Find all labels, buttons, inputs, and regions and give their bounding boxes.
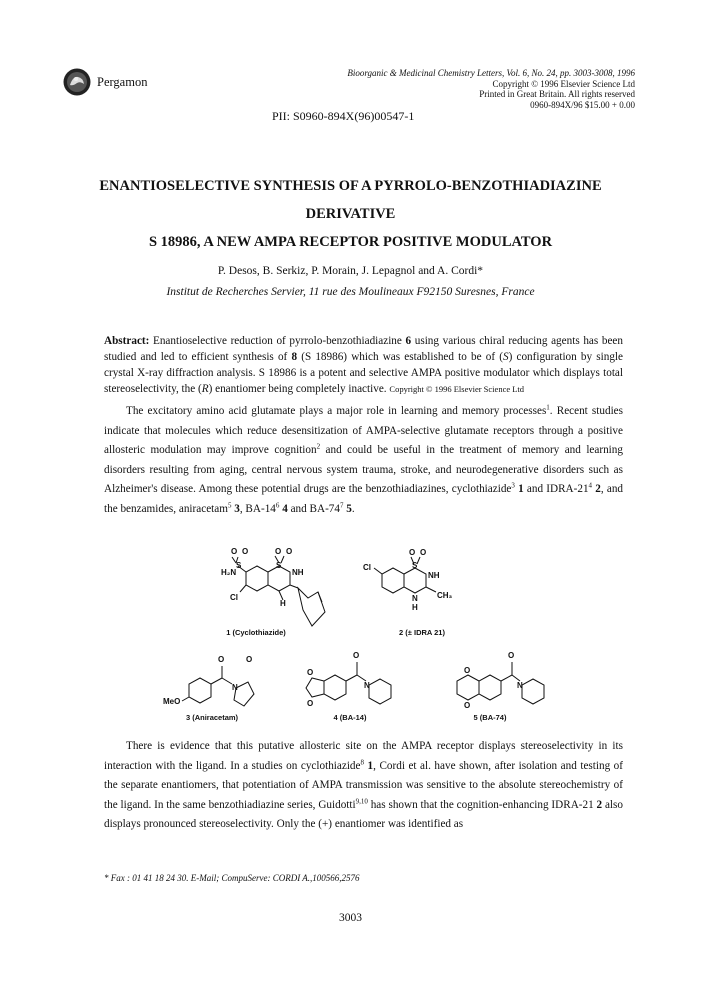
compound-ref: 5 <box>343 502 352 515</box>
reference-marker: 6 <box>275 500 280 509</box>
reference-marker: 5 <box>227 500 232 509</box>
body-text: also displays pronounced stereoselectivity. Only the (+) enantiomer was identified as <box>104 798 623 830</box>
reference-marker: 1 <box>546 403 550 412</box>
title-line-2: DERIVATIVE <box>305 206 396 222</box>
body-text: has shown that the cognition-enhancing IDRA-21 <box>367 798 597 811</box>
copyright-line: Copyright © 1996 Elsevier Science Ltd <box>492 78 635 89</box>
atom-label: S <box>276 561 282 570</box>
pergamon-logo-icon <box>63 68 91 96</box>
atom-label: S <box>412 561 418 570</box>
atom-label: O <box>275 547 282 556</box>
compound-ref: 3 <box>231 502 240 515</box>
atom-label: O <box>307 699 314 708</box>
atom-label: NH <box>292 568 304 577</box>
body-paragraph-1 <box>104 402 623 519</box>
atom-label: Cl <box>363 563 371 572</box>
compound-ref: 1 <box>364 759 374 772</box>
atom-label: O <box>353 651 360 660</box>
atom-label: CH₃ <box>437 591 453 600</box>
atom-label: O <box>242 547 249 556</box>
paper-title <box>40 172 661 256</box>
price-line: 0960-894X/96 $15.00 + 0.00 <box>530 99 635 110</box>
stereo-descriptor: R <box>201 383 209 395</box>
atom-label: N <box>517 681 523 690</box>
abstract-text: ) configuration by single crystal X-ray diffraction analysis. S 18986 is a potent and selective AMPA positive modulator which displays total stereoselectivity, the ( <box>104 351 623 395</box>
page-number: 3003 <box>339 912 362 924</box>
footnote: * Fax : 01 41 18 24 30. E-Mail; CompuServe: CORDI A.,100566,2576 <box>104 873 360 883</box>
atom-label: O <box>231 547 238 556</box>
abstract-text: (S 18986) which was established to be of ( <box>297 351 503 363</box>
body-text: There is evidence that this putative allosteric site on the AMPA receptor displays stereoselectivity in its interaction with the ligand. In a studies on cyclothiazide <box>104 740 623 772</box>
atom-label: NH <box>428 571 440 580</box>
atom-label: H <box>412 603 418 612</box>
abstract <box>104 333 623 397</box>
atom-label: H₂N <box>221 568 237 577</box>
body-text: The excitatory amino acid glutamate plays a major role in learning and memory processes <box>126 405 547 417</box>
abstract-label: Abstract: <box>104 335 150 347</box>
pii-identifier: PII: S0960-894X(96)00547-1 <box>272 109 415 123</box>
atom-label: Cl <box>230 593 238 602</box>
journal-reference <box>347 68 635 110</box>
compound-ref: 2 <box>596 798 603 811</box>
atom-label: O <box>218 655 225 664</box>
atom-label: N <box>232 683 238 692</box>
title-line-3: S 18986, A NEW AMPA RECEPTOR POSITIVE MODULATOR <box>148 234 553 250</box>
compound-ref: 2 <box>592 483 601 495</box>
pergamon-logo <box>63 68 91 96</box>
abstract-copyright: Copyright © 1996 Elsevier Science Ltd <box>389 384 525 394</box>
compound-ref: 1 <box>514 483 524 495</box>
author-list: P. Desos, B. Serkiz, P. Morain, J. Lepagnol and A. Cordi* <box>217 265 484 277</box>
chemical-structures-figure <box>0 540 701 730</box>
body-text: and IDRA-21 <box>523 483 589 495</box>
atom-label: O <box>286 547 293 556</box>
body-text: , Cordi et al. have shown, after isolation and testing of the separate enantiomers, that potentiation of AMPA transmission was sensitive to the absolute stereochemistry of the ligand. In the same benzothiadiazine series, Guidotti <box>104 759 624 811</box>
title-line-1: ENANTIOSELECTIVE SYNTHESIS OF A PYRROLO-BENZOTHIADIAZINE <box>99 178 602 194</box>
atom-label: O <box>508 651 515 660</box>
structure-caption-2: 2 (± IDRA 21) <box>399 628 445 637</box>
stereo-descriptor: S <box>502 351 509 363</box>
structure-caption-4: 4 (BA-14) <box>333 713 367 722</box>
compound-ref: 4 <box>279 502 288 515</box>
abstract-text: Enantioselective reduction of pyrrolo-benzothiadiazine <box>149 335 406 347</box>
compound-ref: 6 <box>405 335 412 347</box>
reference-marker: 7 <box>339 500 344 509</box>
body-text: and BA-74 <box>287 502 340 515</box>
atom-label: MeO <box>163 697 181 706</box>
body-paragraph-2 <box>104 737 623 835</box>
printed-line: Printed in Great Britain. All rights reserved <box>479 89 635 99</box>
structure-caption-3: 3 (Aniracetam) <box>185 713 239 722</box>
atom-label: O <box>420 548 427 557</box>
atom-label: N <box>364 681 370 690</box>
atom-label: O <box>464 701 471 710</box>
atom-label: O <box>307 668 314 677</box>
reference-marker: 8 <box>360 757 364 766</box>
compound-ref: 8 <box>291 351 298 363</box>
abstract-text: ) enantiomer being completely inactive. <box>208 383 390 395</box>
affiliation: Institut de Recherches Servier, 11 rue des Moulineaux F92150 Suresnes, France <box>166 286 535 298</box>
structure-caption-1: 1 (Cyclothiazide) <box>226 628 286 637</box>
body-text: , and the benzamides, aniracetam <box>104 483 624 515</box>
reference-marker: 3 <box>511 481 515 490</box>
atom-label: N <box>412 594 418 603</box>
body-text: and could be useful in the treatment of memory and learning disorders resulting from aging, central nervous system trauma, stroke, and neurodegenerative disorders such as Alzheimer's disease. Among these potential drugs are the benzothiadiazines, cyclothiazide <box>104 444 623 495</box>
atom-label: O <box>409 548 416 557</box>
body-text: , BA-14 <box>239 502 276 515</box>
body-text: . <box>351 502 355 515</box>
structure-caption-5: 5 (BA-74) <box>473 713 507 722</box>
reference-marker: 2 <box>316 442 321 451</box>
abstract-text: using various chiral reducing agents has been studied and led to efficient synthesis of <box>104 335 623 363</box>
atom-label: H <box>280 599 286 608</box>
publisher-name: Pergamon <box>97 75 148 89</box>
atom-label: O <box>464 666 471 675</box>
reference-marker: 4 <box>588 481 593 490</box>
journal-line: Bioorganic & Medicinal Chemistry Letters, Vol. 6, No. 24, pp. 3003-3008, 1996 <box>347 68 635 78</box>
atom-label: O <box>246 655 253 664</box>
atom-label: S <box>236 561 242 570</box>
reference-marker: 9,10 <box>355 796 368 805</box>
body-text: . Recent studies indicate that molecules which reduce desensitization of AMPA-selective glutamate receptors through a positive allosteric modulation may improve cognition <box>104 405 623 456</box>
